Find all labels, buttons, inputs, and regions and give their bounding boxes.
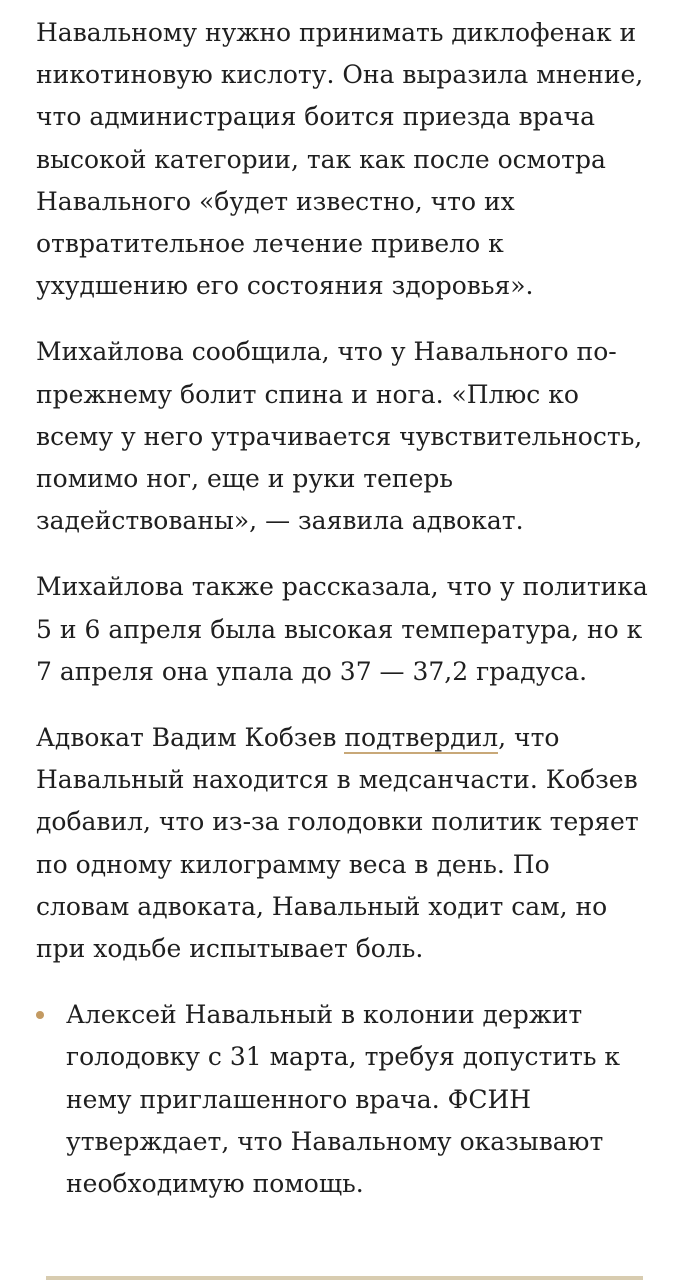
article-paragraph-3: Михайлова также рассказала, что у политика 5 и 6 апреля была высокая температура, но к 7 апреля она упала до 37 — 37,2 градуса. [36,572,648,686]
clipped-top-line [36,0,649,12]
bullet-dot-icon [36,1011,44,1019]
confirmed-link[interactable]: подтвердил [344,723,499,753]
paragraph-4-lead: Адвокат Вадим Кобзев [36,723,345,753]
article-body [36,0,649,1205]
article-paragraph-2: Михайлова сообщила, что у Навального по-прежнему болит спина и нога. «Плюс ко всему у него утрачивается чувствительность, помимо ног, еще и руки теперь задействованы», — заявила адвокат. [36,337,643,536]
article-paragraph-4 [36,717,649,970]
article-paragraph-1: Навальному нужно принимать диклофенак и никотиновую кислоту. Она выразила мнение, что администрация боится приезда врача высокой категории, так как после осмотра Навального «будет известно, что их отвратительное лечение привело к ухудшению его состояния здоровья». [36,18,644,301]
paragraph-4-rest: , что Навальный находится в медсанчасти. Кобзев добавил, что из-за голодовки политик теряет по одному килограмму веса в день. По словам адвоката, Навальный ходит сам, но при ходьбе испытывает боль. [36,723,639,964]
bottom-divider [46,1276,643,1280]
bullet-list-item [36,994,649,1205]
bullet-text: Алексей Навальный в колонии держит голодовку с 31 марта, требуя допустить к нему приглашенного врача. ФСИН утверждает, что Навальному оказывают необходимую помощь. [66,1000,621,1199]
